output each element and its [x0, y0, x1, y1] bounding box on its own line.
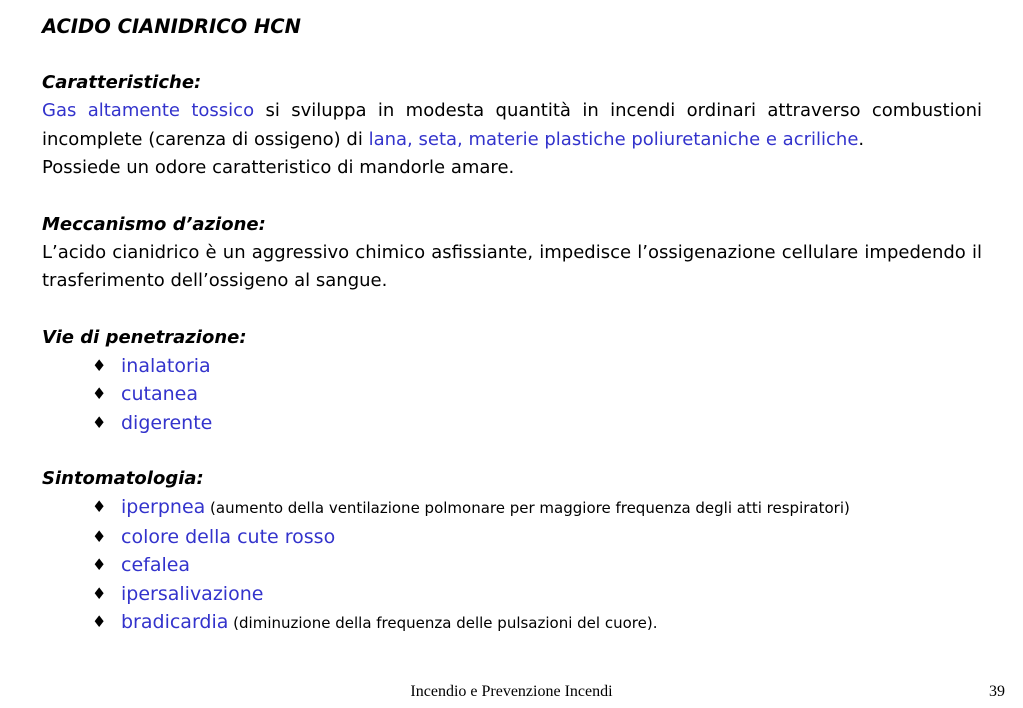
- diamond-bullet-icon: ♦: [92, 612, 107, 631]
- odore-paragraph: Possiede un odore caratteristico di mandorle amare.: [42, 157, 515, 178]
- slide-content: [42, 14, 982, 638]
- diamond-bullet-icon: ♦: [92, 583, 107, 603]
- list-item-note: (diminuzione della frequenza delle pulsazioni del cuore).: [228, 614, 658, 632]
- list-item-label: cefalea: [121, 554, 191, 576]
- list-item-note: (aumento della ventilazione polmonare per maggiore frequenza degli atti respiratori): [205, 499, 850, 517]
- footer-title: Incendio e Prevenzione Incendi: [410, 683, 613, 700]
- list-item-label: ipersalivazione: [121, 582, 264, 605]
- list-item: [42, 380, 982, 409]
- meccanismo-paragraph: L’acido cianidrico è un aggressivo chimico asfissiante, impedisce l’ossigenazione cellulare impedendo il trasferimento dell’ossigeno al sangue.: [42, 241, 982, 291]
- vie-list: [42, 352, 982, 438]
- list-item-label: digerente: [121, 411, 213, 434]
- diamond-bullet-icon: ♦: [92, 412, 107, 432]
- diamond-bullet-icon: ♦: [92, 526, 107, 546]
- meccanismo-heading: Meccanismo d’azione:: [42, 213, 266, 235]
- highlight-text: lana, seta, materie plastiche poliuretaniche e acriliche: [368, 128, 859, 150]
- list-item-label: inalatoria: [121, 354, 211, 377]
- highlight-text: Gas altamente tossico: [42, 100, 255, 121]
- diamond-bullet-icon: ♦: [92, 384, 107, 403]
- list-item-label: colore della cute rosso: [121, 525, 336, 548]
- list-item: [42, 493, 982, 523]
- page-number: 39: [989, 683, 1005, 700]
- page-title: ACIDO CIANIDRICO HCN: [42, 15, 301, 38]
- vie-heading: Vie di penetrazione:: [42, 326, 247, 348]
- diamond-bullet-icon: ♦: [92, 497, 107, 516]
- list-item: [42, 409, 982, 438]
- list-item: [42, 523, 982, 552]
- caratteristiche-heading: Caratteristiche:: [42, 72, 202, 93]
- caratteristiche-paragraph: [42, 97, 982, 154]
- list-item-label: cutanea: [121, 383, 198, 405]
- diamond-bullet-icon: ♦: [92, 355, 107, 375]
- diamond-bullet-icon: ♦: [92, 555, 107, 574]
- sintomatologia-heading: Sintomatologia:: [42, 468, 204, 489]
- list-item: [42, 580, 982, 609]
- body-text: si sviluppa in modesta quantità in incendi ordinari attraverso combustioni incomplete (carenza di ossigeno) di: [42, 100, 982, 150]
- body-text: .: [858, 128, 865, 150]
- list-item-label: iperpnea: [121, 496, 206, 518]
- sintomatologia-list: [42, 493, 982, 638]
- list-item: [42, 608, 982, 638]
- list-item: [42, 551, 982, 580]
- list-item: [42, 352, 982, 381]
- list-item-label: bradicardia: [121, 611, 229, 633]
